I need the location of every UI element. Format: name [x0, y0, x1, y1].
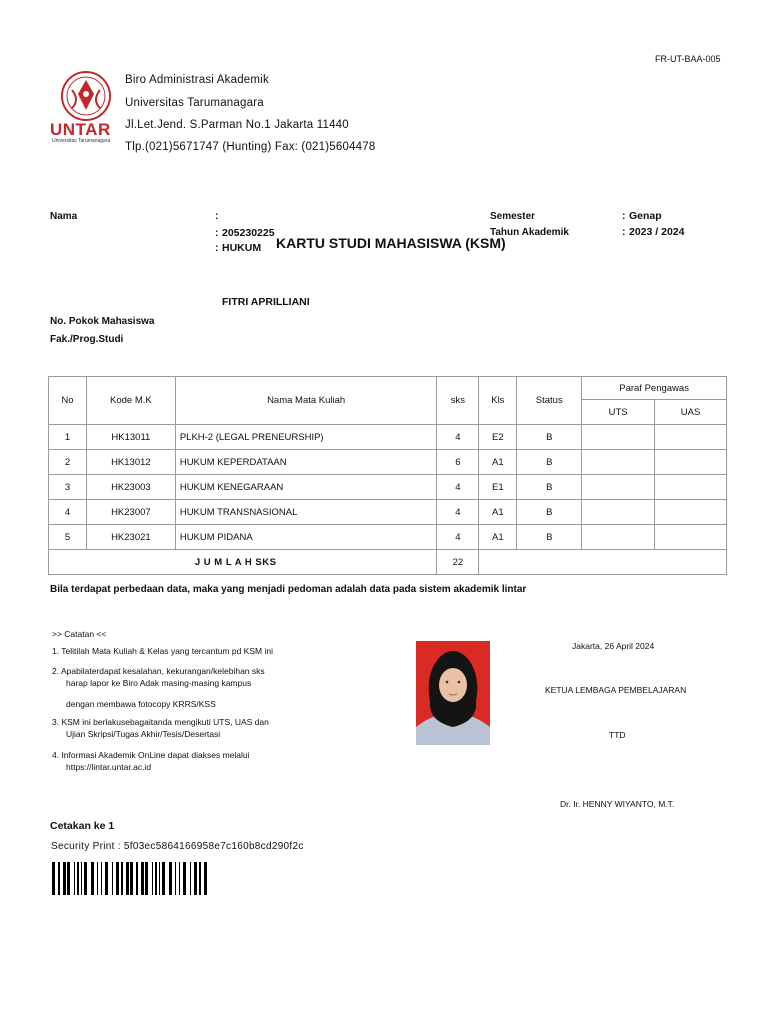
semester-label: Semester: [490, 211, 536, 222]
note-2-line2: harap lapor ke Biro Adak masing-masing kampus: [66, 678, 252, 688]
notes-heading: >> Catatan <<: [52, 629, 107, 639]
barcode-bar: [81, 862, 82, 895]
name-value: FITRI APRILLIANI: [222, 296, 310, 308]
courses-table: [48, 376, 727, 575]
row-course-name: PLKH-2 (LEGAL PRENEURSHIP): [175, 425, 437, 450]
student-photo: [416, 641, 490, 745]
row-status: B: [517, 525, 582, 550]
barcode-bar: [126, 862, 129, 895]
security-print: Security Print : 5f03ec5864166958e7c160b8cd290f2c: [51, 841, 304, 852]
row-sks: 6: [437, 450, 479, 475]
barcode-bar: [130, 862, 133, 895]
row-no: 2: [49, 450, 87, 475]
note-3-line1: 3. KSM ini berlakusebagaitanda mengikuti UTS, UAS dan: [52, 717, 269, 727]
row-code: HK23003: [86, 475, 175, 500]
header-uts: UTS: [582, 400, 655, 425]
header-supervisor: Paraf Pengawas: [582, 377, 727, 400]
row-uas-sign: [655, 475, 727, 500]
barcode-bar: [52, 862, 55, 895]
header-name: Nama Mata Kuliah: [175, 377, 437, 425]
row-sks: 4: [437, 425, 479, 450]
note-4-line1: 4. Informasi Akademik OnLine dapat diakses melalui: [52, 750, 250, 760]
row-no: 5: [49, 525, 87, 550]
row-no: 4: [49, 500, 87, 525]
row-course-name: HUKUM PIDANA: [175, 525, 437, 550]
total-row: [49, 550, 727, 575]
print-count: Cetakan ke 1: [50, 820, 115, 832]
row-uas-sign: [655, 500, 727, 525]
barcode-bar: [101, 862, 102, 895]
barcode-bar: [91, 862, 94, 895]
row-code: HK13012: [86, 450, 175, 475]
row-uts-sign: [582, 525, 655, 550]
barcode-bar: [179, 862, 180, 895]
header-kls: Kls: [479, 377, 517, 425]
note-2-line1: 2. Apabilaterdapat kesalahan, kekurangan/kelebihan sks: [52, 666, 265, 676]
row-kls: A1: [479, 450, 517, 475]
barcode-bar: [159, 862, 160, 895]
address: Jl.Let.Jend. S.Parman No.1 Jakarta 11440: [125, 119, 349, 131]
semester-separator: :: [622, 210, 626, 222]
nim-label: No. Pokok Mahasiswa: [50, 316, 155, 327]
row-sks: 4: [437, 500, 479, 525]
barcode-bar: [175, 862, 176, 895]
barcode-bar: [145, 862, 148, 895]
place-date: Jakarta, 26 April 2024: [572, 641, 655, 651]
row-kls: E1: [479, 475, 517, 500]
barcode-bar: [105, 862, 108, 895]
barcode-bar: [97, 862, 98, 895]
barcode-bar: [74, 862, 75, 895]
barcode-bar: [121, 862, 123, 895]
row-kls: A1: [479, 525, 517, 550]
university-name: Universitas Tarumanagara: [125, 97, 264, 109]
document-code: FR-UT-BAA-005: [655, 54, 721, 64]
table-row: [49, 450, 727, 475]
table-row: [49, 425, 727, 450]
page-title: KARTU STUDI MAHASISWA (KSM): [276, 235, 506, 251]
row-status: B: [517, 500, 582, 525]
row-sks: 4: [437, 525, 479, 550]
logo-subtext: Universitas Tarumanagara: [52, 138, 111, 144]
disclaimer: Bila terdapat perbedaan data, maka yang menjadi pedoman adalah data pada sistem akademik lintar: [50, 584, 527, 595]
barcode-bar: [112, 862, 113, 895]
barcode-bar: [155, 862, 157, 895]
note-4-line2: https://lintar.untar.ac.id: [66, 762, 152, 772]
name-label: Nama: [50, 211, 78, 222]
faculty-label: Fak./Prog.Studi: [50, 334, 124, 345]
total-value: 22: [437, 550, 479, 575]
year-value: 2023 / 2024: [629, 226, 685, 238]
barcode-bar: [199, 862, 201, 895]
row-uts-sign: [582, 475, 655, 500]
barcode-bar: [194, 862, 197, 895]
row-status: B: [517, 425, 582, 450]
student-portrait-icon: [416, 641, 490, 745]
row-code: HK13011: [86, 425, 175, 450]
header-uas: UAS: [655, 400, 727, 425]
note-2-line3: dengan membawa fotocopy KRRS/KSS: [66, 699, 216, 709]
row-code: HK23007: [86, 500, 175, 525]
nim-separator: :: [215, 227, 219, 239]
row-uts-sign: [582, 450, 655, 475]
barcode-bar: [58, 862, 60, 895]
year-separator: :: [622, 226, 626, 238]
note-3-line2: Ujian Skripsi/Tugas Akhir/Tesis/Desertasi: [66, 729, 221, 739]
row-kls: A1: [479, 500, 517, 525]
row-sks: 4: [437, 475, 479, 500]
barcode-bar: [136, 862, 138, 895]
row-kls: E2: [479, 425, 517, 450]
barcode-bar: [162, 862, 165, 895]
header-status: Status: [517, 377, 582, 425]
barcode-bar: [77, 862, 79, 895]
barcode-bar: [169, 862, 172, 895]
table-row: [49, 525, 727, 550]
nim-value: 205230225: [222, 227, 275, 239]
signer-name: Dr. Ir. HENNY WIYANTO, M.T.: [560, 799, 675, 809]
table-row: [49, 475, 727, 500]
header-sks: sks: [437, 377, 479, 425]
barcode-icon: [52, 862, 224, 895]
year-label: Tahun Akademik: [490, 227, 569, 238]
logo-wordmark: UNTAR: [50, 120, 111, 139]
signer-position: KETUA LEMBAGA PEMBELAJARAN: [545, 685, 687, 695]
row-uts-sign: [582, 500, 655, 525]
barcode-bar: [141, 862, 144, 895]
table-row: [49, 500, 727, 525]
row-course-name: HUKUM TRANSNASIONAL: [175, 500, 437, 525]
total-label: J U M L A H SKS: [49, 550, 437, 575]
row-status: B: [517, 475, 582, 500]
barcode-bar: [67, 862, 70, 895]
header-no: No: [49, 377, 87, 425]
barcode-bar: [63, 862, 66, 895]
barcode-bar: [116, 862, 119, 895]
name-separator: :: [215, 210, 219, 222]
barcode-bar: [84, 862, 87, 895]
row-status: B: [517, 450, 582, 475]
barcode-bar: [152, 862, 153, 895]
signature-ttd: TTD: [609, 730, 626, 740]
untar-logo: [50, 70, 120, 146]
note-1: 1. Telitilah Mata Kuliah & Kelas yang tercantum pd KSM ini: [52, 646, 273, 656]
row-no: 3: [49, 475, 87, 500]
header-code: Kode M.K: [86, 377, 175, 425]
phone: Tlp.(021)5671747 (Hunting) Fax: (021)5604478: [125, 141, 376, 153]
semester-value: Genap: [629, 210, 662, 222]
barcode-bar: [204, 862, 207, 895]
total-empty: [479, 550, 727, 575]
row-course-name: HUKUM KEPERDATAAN: [175, 450, 437, 475]
faculty-separator: :: [215, 242, 219, 254]
office-name: Biro Administrasi Akademik: [125, 74, 269, 86]
barcode-bar: [183, 862, 186, 895]
row-uts-sign: [582, 425, 655, 450]
row-no: 1: [49, 425, 87, 450]
row-uas-sign: [655, 425, 727, 450]
row-course-name: HUKUM KENEGARAAN: [175, 475, 437, 500]
row-uas-sign: [655, 450, 727, 475]
faculty-value: HUKUM: [222, 242, 262, 254]
row-code: HK23021: [86, 525, 175, 550]
barcode-bar: [190, 862, 191, 895]
row-uas-sign: [655, 525, 727, 550]
